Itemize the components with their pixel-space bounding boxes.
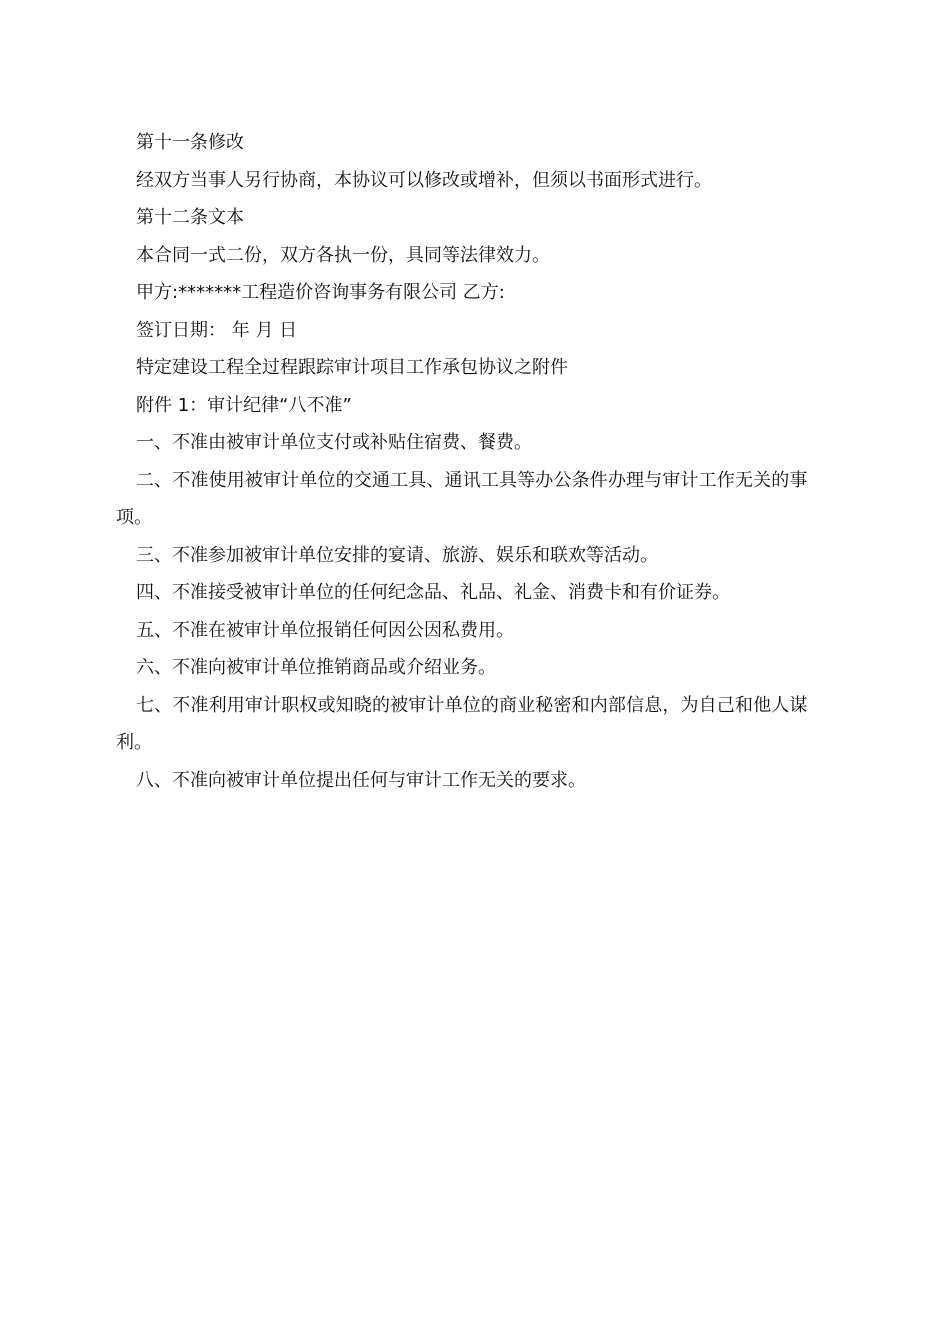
article-12-text: 本合同一式二份，双方各执一份，具同等法律效力。 xyxy=(136,244,550,266)
rule-2: 二、不准使用被审计单位的交通工具、通讯工具等办公条件办理与审计工作无关的事项。 xyxy=(116,469,808,528)
signing-date-line: 签订日期： 年 月 日 xyxy=(136,319,298,341)
appendix-1-heading: 附件 1：审计纪律“八不准” xyxy=(136,394,352,416)
article-11-text: 经双方当事人另行协商，本协议可以修改或增补，但须以书面形式进行。 xyxy=(136,169,712,191)
document-body xyxy=(116,124,836,799)
article-12-heading: 第十二条文本 xyxy=(136,207,244,228)
parties-line: 甲方:*******工程造价咨询事务有限公司 乙方: xyxy=(136,282,505,303)
rule-7: 七、不准利用审计职权或知晓的被审计单位的商业秘密和内部信息，为自己和他人谋利。 xyxy=(116,694,808,753)
rule-3: 三、不准参加被审计单位安排的宴请、旅游、娱乐和联欢等活动。 xyxy=(136,544,658,566)
appendix-title: 特定建设工程全过程跟踪审计项目工作承包协议之附件 xyxy=(136,357,568,378)
rule-5: 五、不准在被审计单位报销任何因公因私费用。 xyxy=(136,619,514,641)
rule-8: 八、不准向被审计单位提出任何与审计工作无关的要求。 xyxy=(136,769,586,791)
rule-6: 六、不准向被审计单位推销商品或介绍业务。 xyxy=(136,657,496,678)
rule-4: 四、不准接受被审计单位的任何纪念品、礼品、礼金、消费卡和有价证券。 xyxy=(136,582,730,603)
rule-1: 一、不准由被审计单位支付或补贴住宿费、餐费。 xyxy=(136,432,532,453)
article-11-heading: 第十一条修改 xyxy=(136,132,244,153)
